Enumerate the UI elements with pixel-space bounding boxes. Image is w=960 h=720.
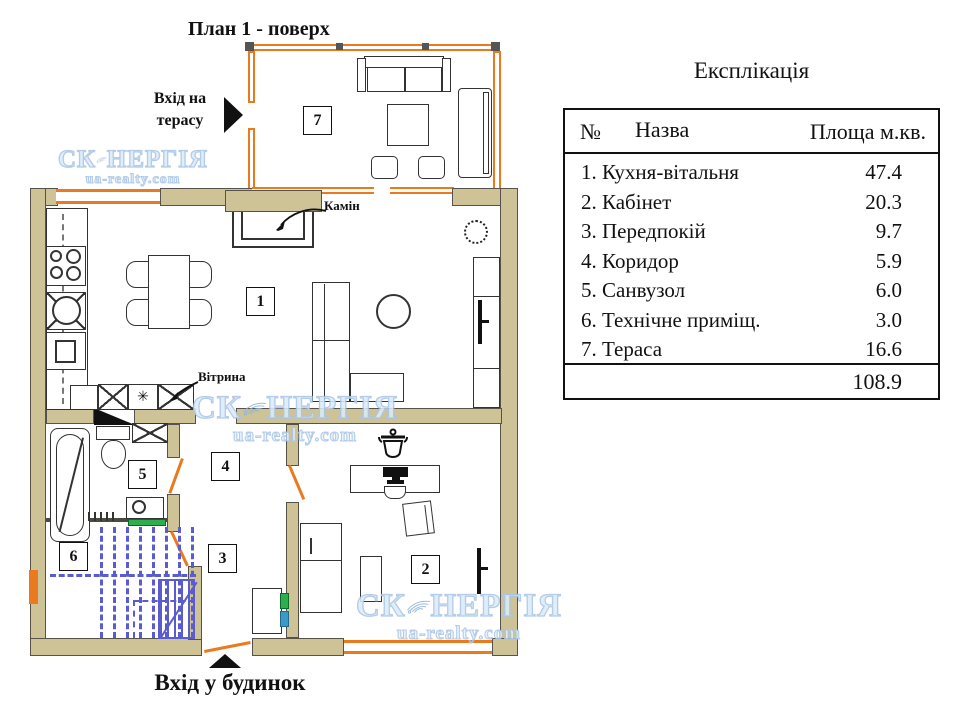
monitor [383, 467, 408, 477]
terrace-sofa-armrest [442, 58, 451, 92]
toilet-bowl [101, 440, 126, 469]
terrace-table [387, 104, 429, 146]
fireplace-callout-arrow [272, 206, 328, 234]
legend-room-name: 4. Коридор [581, 248, 679, 273]
wall-segment [167, 424, 180, 458]
railing-post [336, 43, 343, 50]
window [344, 640, 494, 654]
stove-burner [50, 250, 62, 262]
stairs-dashed-boundary [50, 574, 196, 577]
legend-room-area: 5.9 [875, 248, 902, 273]
wall-segment [46, 408, 94, 424]
terrace-sofa-armrest [357, 58, 366, 92]
shoe-cabinet-accent [280, 611, 289, 627]
stove-burner [66, 266, 81, 281]
wardrobe [300, 523, 342, 613]
legend-row [565, 335, 938, 365]
legend-room-area: 3.0 [875, 307, 902, 332]
plant [464, 220, 488, 244]
window [56, 189, 162, 204]
watermark-suffix: НЕРГІЯ [430, 588, 562, 624]
desk-chair [384, 486, 406, 499]
watermark-prefix: СК [58, 146, 97, 173]
stairs-dashed-line [126, 527, 129, 638]
page-title: План 1 - поверх [188, 18, 330, 40]
wall-bottom [30, 638, 202, 656]
legend-total-row [565, 363, 938, 398]
watermark-suffix: НЕРГІЯ [106, 146, 208, 173]
railing-post [491, 42, 500, 51]
kitchen-cabinet [128, 384, 158, 410]
legend-room-area: 20.3 [865, 189, 902, 214]
legend-row [565, 306, 938, 336]
sofa-back-line [324, 284, 325, 400]
room-number-badge-2: 2 [411, 555, 440, 584]
house-entrance-label: Вхід у будинок [154, 670, 306, 695]
watermark-website: ua-realty.com [233, 425, 357, 446]
wall-bottom [492, 638, 518, 656]
display-cabinet-callout-arrow [168, 378, 200, 402]
dining-chair [126, 299, 150, 326]
wall-segment [134, 408, 196, 424]
wall-right [500, 188, 518, 656]
door-swing [288, 465, 305, 500]
monitor-base [387, 480, 404, 484]
dining-table [148, 255, 190, 329]
stove-burner [66, 249, 81, 264]
door-leaf [94, 408, 135, 425]
legend-room-area: 47.4 [865, 160, 902, 184]
sofa-divider-line [313, 340, 349, 341]
terrace-sofa-cushion [367, 67, 405, 92]
legend-room-name: 2. Кабінет [581, 189, 672, 214]
wardrobe-divider [300, 560, 342, 561]
oven-door [55, 340, 76, 363]
terrace-railing-left [248, 51, 255, 103]
shoe-cabinet-accent [280, 593, 289, 609]
armchair [402, 500, 435, 536]
legend-header-num: № [580, 119, 601, 144]
railing-post [245, 42, 254, 51]
heated-floor-strip [128, 519, 166, 526]
watermark [58, 146, 208, 188]
room-number-badge-5: 5 [128, 460, 157, 489]
legend-table [563, 108, 940, 400]
legend-room-name: 7. Тераса [581, 337, 663, 361]
plant-pot-icon [377, 428, 409, 458]
terrace-railing-top [248, 44, 500, 51]
watermark-website: ua-realty.com [85, 172, 181, 187]
washbasin-cabinet [132, 423, 168, 443]
terrace-entrance-label: Вхід на терасу [153, 90, 207, 129]
tv [477, 548, 481, 594]
stairs-dashed-line [100, 527, 103, 638]
sink-basin [52, 296, 81, 325]
stove-burner [50, 266, 63, 279]
display-cabinet [98, 384, 128, 410]
fireplace-label: Камін [324, 198, 360, 213]
door-swing [168, 458, 183, 494]
kitchen-cabinet [70, 385, 98, 410]
toilet-tank [96, 426, 130, 440]
snowflake-icon: ✳ [137, 389, 149, 405]
legend-total-value: 108.9 [852, 368, 902, 394]
wardrobe-handle [310, 538, 312, 554]
boiler-dial [132, 500, 146, 514]
room-number-badge-4: 4 [211, 452, 240, 481]
watermark-website: ua-realty.com [397, 623, 521, 644]
rug [360, 556, 382, 602]
terrace-bench-backrest [483, 92, 489, 174]
terrace-railing-right [493, 51, 501, 190]
legend-row [565, 158, 938, 188]
room-number-badge-3: 3 [208, 544, 237, 573]
railing-post [422, 43, 429, 50]
dining-chair [188, 261, 212, 288]
shoe-cabinet [252, 588, 282, 634]
window [29, 570, 38, 604]
terrace-sofa-cushion [405, 67, 442, 92]
legend-title: Експлікація [693, 58, 810, 83]
entrance-door-swing [204, 641, 251, 653]
legend-row [565, 217, 938, 247]
legend-room-area: 16.6 [865, 337, 902, 361]
legend-room-area: 6.0 [875, 278, 902, 302]
sofa [312, 282, 350, 402]
wall-segment [286, 424, 299, 466]
legend-row [565, 276, 938, 306]
room-number-badge-1: 1 [246, 287, 275, 316]
wing-icon [406, 591, 431, 623]
towel-radiator [88, 512, 114, 521]
terrace-stool [418, 156, 445, 179]
legend-room-area: 9.7 [875, 219, 902, 243]
house-entrance-arrow-icon [209, 654, 241, 668]
legend-room-name: 3. Передпокій [581, 219, 706, 243]
wall-segment [236, 408, 502, 424]
wing-icon [96, 148, 107, 172]
sofa-chaise [350, 373, 404, 402]
legend-room-name: 6. Технічне приміщ. [581, 307, 761, 332]
legend-header-name: Назва [635, 117, 690, 142]
stairs-dashed-line [113, 527, 116, 638]
legend-rows [565, 154, 938, 365]
watermark-prefix: СК [356, 588, 406, 624]
terrace-railing-left [248, 128, 255, 190]
legend-room-name: 5. Санвузол [581, 278, 686, 302]
coffee-table [376, 294, 411, 329]
terrace-window [390, 187, 454, 194]
tv-cabinet-divider [473, 368, 500, 369]
wall-bottom [252, 638, 344, 656]
watermark-suffix: НЕРГІЯ [266, 390, 398, 426]
legend-header [565, 110, 938, 154]
tv-mount [482, 320, 489, 323]
legend-header-area: Площа м.кв. [809, 119, 926, 144]
terrace-stool [371, 156, 398, 179]
tv-cabinet-divider [473, 296, 500, 297]
watermark-prefix: СК [192, 390, 242, 426]
legend-room-name: 1. Кухня-вітальня [581, 160, 739, 184]
display-cabinet-label: Вітрина [198, 369, 246, 384]
room-number-badge-6: 6 [59, 542, 88, 571]
legend-row [565, 247, 938, 277]
legend-row [565, 188, 938, 218]
tv-mount [481, 567, 488, 570]
terrace-entrance-arrow-icon [224, 97, 243, 133]
room-number-badge-7: 7 [303, 106, 332, 135]
dining-chair [188, 299, 212, 326]
watermark [356, 588, 562, 645]
dining-chair [126, 261, 150, 288]
